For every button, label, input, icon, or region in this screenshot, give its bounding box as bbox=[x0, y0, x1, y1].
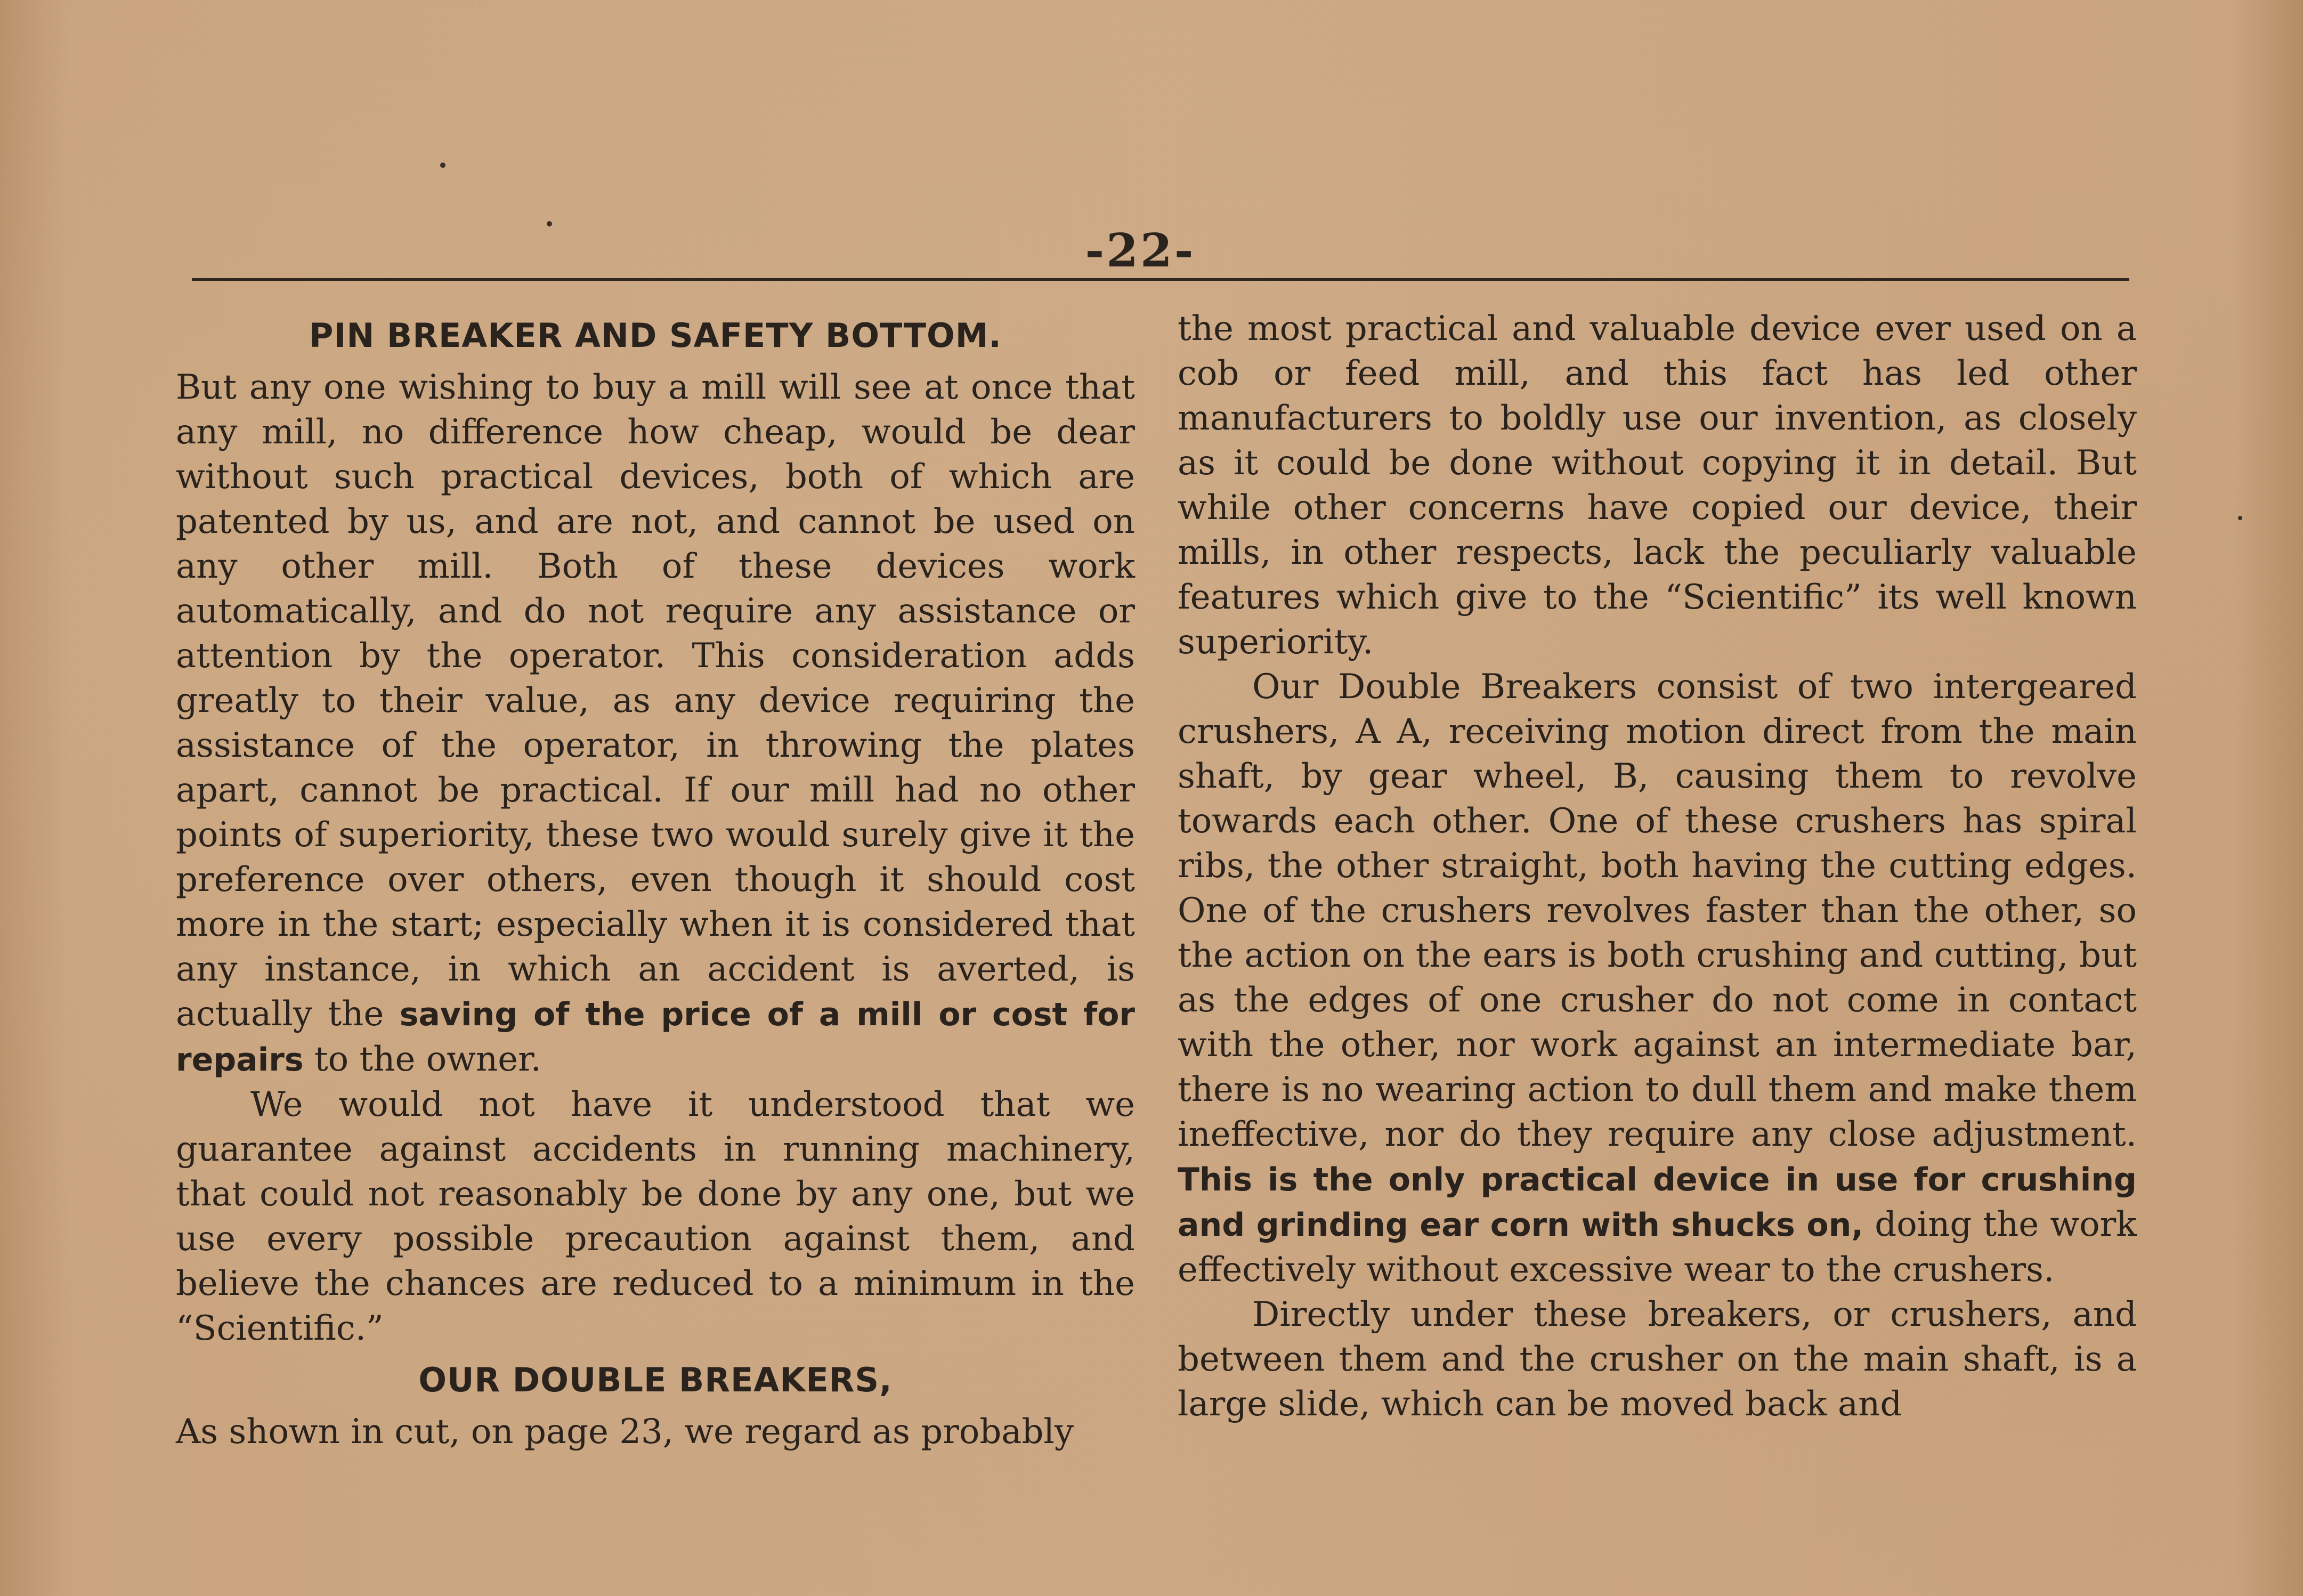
paragraph-text: Our Double Breakers consist of two intergeared crushers, A A, receiving motion direct from the main shaft, by gear wheel, B, causing them to revolve towards each other. One of these crushers has spiral ribs, the other straight, both having the cutting edges. One of the crushers revolves faster than the other, so the action on the ears is both crushing and cutting, but as the edges of one crusher do not come in contact with the other, nor work against an intermediate bar, there is no wearing action to dull them and make them ineffective, nor do they require any close adjustment. bbox=[1178, 667, 2137, 1154]
ink-spot bbox=[547, 221, 552, 226]
page-number: -22- bbox=[1085, 224, 1196, 278]
right-column bbox=[1178, 306, 2137, 1427]
paragraph-double-breakers bbox=[1178, 665, 2137, 1292]
paragraph-double-breakers-start: As shown in cut, on page 23, we regard as probably bbox=[176, 1412, 1074, 1452]
emphasis-text: This is the only practical device in use for crushing and grinding ear corn with shucks on, bbox=[1178, 1161, 2137, 1244]
paragraph-continuation: the most practical and valuable device ever used on a cob or feed mill, and this fact has led other manufacturers to boldly use our invention, as closely as it could be done without copying it in detail. But while other concerns have copied our device, their mills, in other respects, lack the peculiarly valuable features which give to the “Scientific” its well known superiority. bbox=[1178, 309, 2137, 662]
paragraph-guarantee: We would not have it understood that we guarantee against accidents in running machinery, that could not reasonably be done by any one, but we use every possible precaution against them, and believe the chances are reduced to a minimum in the “Scientific.” bbox=[176, 1085, 1135, 1348]
paragraph-text: doing the work effectively without excessive wear to the crushers. bbox=[1178, 1205, 2137, 1290]
paragraph-text: to the owner. bbox=[314, 1040, 541, 1079]
left-column bbox=[176, 306, 1135, 1454]
header-rule bbox=[192, 278, 2129, 281]
paragraph-text: But any one wishing to buy a mill will see at once that any mill, no difference how cheap, would be dear without such practical devices, both of which are patented by us, and are not, and cannot be used on any other mill. Both of these devices work automatically, and do not require any assistance or attention by the operator. This consideration adds greatly to their value, as any device requiring the assistance of the operator, in throwing the plates apart, cannot be practical. If our mill had no other points of superiority, these two would surely give it the preference over others, even though it should cost more in the start; especially when it is considered that any instance, in which an accident is averted, is actually the bbox=[176, 368, 1135, 1034]
heading-double-breakers: OUR DOUBLE BREAKERS, bbox=[418, 1360, 893, 1399]
emphasis-text: saving of the price of a mill or cost for repairs bbox=[176, 996, 1136, 1079]
ink-spot bbox=[2238, 516, 2242, 520]
ink-spot bbox=[440, 163, 445, 168]
paragraph-slide: Directly under these breakers, or crushers, and between them and the crusher on the main shaft, is a large slide, which can be moved back and bbox=[1178, 1295, 2137, 1424]
heading-pin-breaker: PIN BREAKER AND SAFETY BOTTOM. bbox=[309, 316, 1002, 355]
paragraph-pin-breaker bbox=[176, 365, 1135, 1082]
